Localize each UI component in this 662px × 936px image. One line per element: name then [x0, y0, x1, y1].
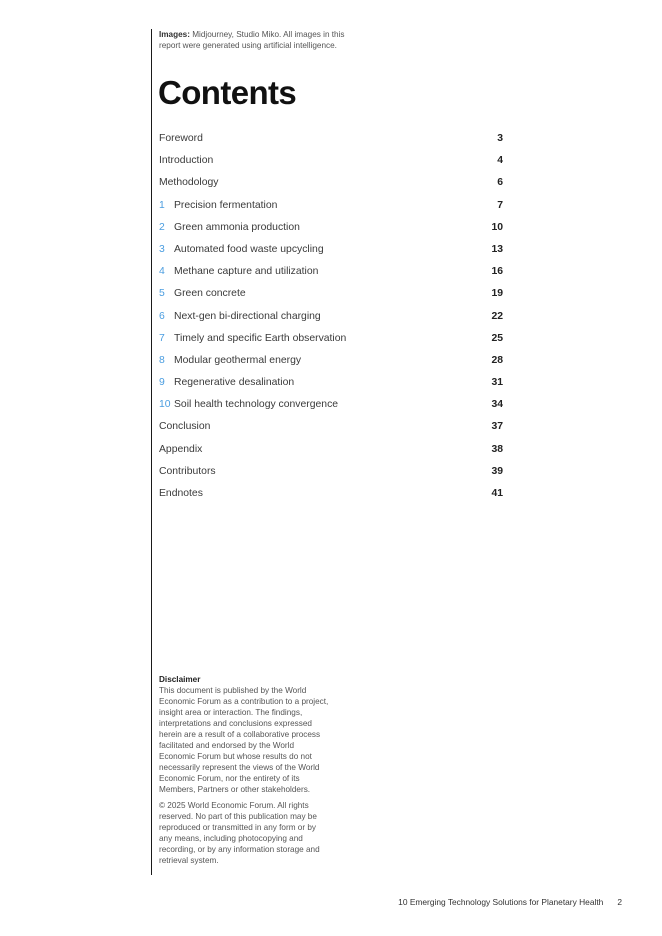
toc-entry-number: 10 — [159, 399, 171, 411]
toc-entry-number: 9 — [159, 377, 165, 389]
toc-entry-label: Timely and specific Earth observation — [174, 332, 347, 344]
toc-entry[interactable] — [159, 306, 503, 328]
page-title: Contents — [158, 74, 297, 111]
toc-entry-label: Conclusion — [159, 421, 211, 433]
toc-entry-label: Precision fermentation — [174, 199, 278, 211]
toc-entry-number: 6 — [159, 310, 165, 322]
footer-report-title: 10 Emerging Technology Solutions for Planetary Health — [398, 897, 604, 907]
toc-entry-label: Regenerative desalination — [174, 377, 295, 389]
image-credits-label: Images: — [159, 30, 190, 39]
toc-entry-page: 22 — [491, 310, 503, 322]
toc-entry-page: 39 — [491, 465, 503, 477]
toc-entry[interactable] — [159, 239, 503, 261]
toc-entry-number: 5 — [159, 288, 165, 300]
toc-entry-number: 1 — [159, 199, 165, 211]
page-footer — [398, 897, 622, 907]
toc-entry-label: Endnotes — [159, 488, 203, 499]
toc-entry-label: Contributors — [159, 465, 216, 477]
toc-entry-page: 41 — [491, 488, 503, 499]
disclaimer-heading: Disclaimer — [159, 675, 201, 684]
toc-entry-page: 16 — [491, 266, 503, 278]
toc-entry-number: 4 — [159, 266, 165, 278]
toc-entry-label: Methane capture and utilization — [174, 266, 319, 278]
footer-page-number: 2 — [617, 897, 622, 907]
toc-entry-page: 28 — [491, 354, 503, 366]
toc-entry-page: 7 — [497, 199, 503, 211]
toc-entry[interactable] — [159, 328, 503, 350]
toc-entry-page: 13 — [491, 243, 503, 255]
toc-entry[interactable] — [159, 150, 503, 172]
toc-entry-page: 3 — [497, 133, 503, 144]
toc-entry-label: Next-gen bi-directional charging — [174, 310, 321, 322]
disclaimer-body: This document is published by the World Economic Forum as a contribution to a project, insight area or interaction. The findings, interpretations and conclusions expressed herein are a result of a collaborative process facilitated and endorsed by the World Economic Forum but whose results do not necessarily represent the views of the World Economic Forum, nor the entirety of its Members, Partners or other stakeholders. — [159, 686, 329, 794]
toc-entry-label: Modular geothermal energy — [174, 354, 302, 366]
toc-entry-page: 6 — [497, 177, 503, 189]
toc-entry[interactable] — [159, 372, 503, 394]
toc-entry-number: 2 — [159, 221, 165, 233]
table-of-contents — [159, 128, 503, 505]
margin-rule — [151, 29, 152, 875]
toc-entry[interactable] — [159, 172, 503, 194]
toc-entry-label: Green concrete — [174, 288, 246, 300]
toc-entry-label: Soil health technology convergence — [174, 399, 339, 411]
toc-entry-label: Foreword — [159, 133, 203, 144]
toc-entry-number: 8 — [159, 354, 165, 366]
disclaimer-block — [159, 674, 329, 866]
toc-entry[interactable] — [159, 483, 503, 505]
toc-entry-number: 7 — [159, 332, 165, 344]
toc-entry-page: 31 — [491, 377, 503, 389]
toc-entry-page: 34 — [491, 399, 503, 411]
toc-entry-page: 37 — [491, 421, 503, 433]
toc-entry[interactable] — [159, 416, 503, 438]
toc-entry[interactable] — [159, 261, 503, 283]
toc-entry[interactable] — [159, 195, 503, 217]
toc-entry[interactable] — [159, 350, 503, 372]
toc-entry-page: 10 — [491, 221, 503, 233]
toc-entry-page: 25 — [491, 332, 503, 344]
toc-entry-page: 4 — [497, 155, 503, 167]
toc-entry-label: Appendix — [159, 443, 203, 455]
toc-entry[interactable] — [159, 394, 503, 416]
image-credits — [159, 29, 359, 51]
toc-entry-number: 3 — [159, 243, 165, 255]
toc-entry[interactable] — [159, 217, 503, 239]
image-credits-text: Midjourney, Studio Miko. All images in this report were generated using artificial intelligence. — [159, 30, 345, 50]
toc-entry-label: Green ammonia production — [174, 221, 300, 233]
toc-entry[interactable] — [159, 461, 503, 483]
toc-entry[interactable] — [159, 128, 503, 150]
copyright-notice: © 2025 World Economic Forum. All rights reserved. No part of this publication may be reproduced or transmitted in any form or by any means, including photocopying and recording, or by any information storage and retrieval system. — [159, 801, 320, 865]
toc-entry[interactable] — [159, 439, 503, 461]
toc-entry-label: Methodology — [159, 177, 219, 189]
toc-entry-label: Automated food waste upcycling — [174, 243, 324, 255]
toc-entry[interactable] — [159, 283, 503, 305]
toc-entry-label: Introduction — [159, 155, 214, 167]
toc-entry-page: 19 — [491, 288, 503, 300]
toc-entry-page: 38 — [491, 443, 503, 455]
